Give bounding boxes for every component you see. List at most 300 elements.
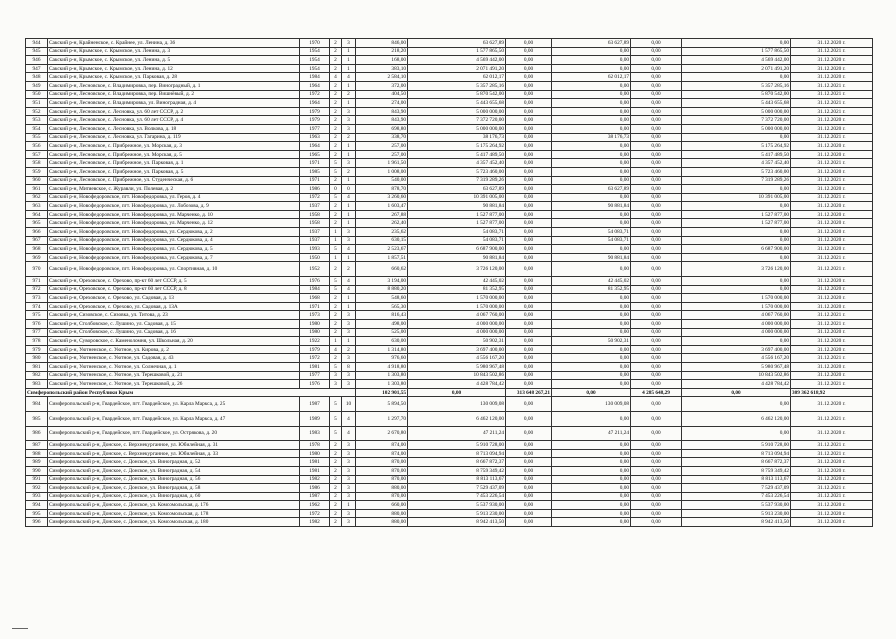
table-row — [26, 228, 873, 237]
table-cell: 955 — [26, 133, 48, 142]
table-cell: 1972 — [300, 354, 330, 363]
table-cell: 0,00 — [506, 320, 552, 329]
table-cell: 0,00 — [631, 328, 682, 337]
table-cell: 5 723 460,00 — [682, 167, 791, 176]
district-total-cost: 313 648 267,21 — [506, 388, 552, 397]
table-cell: 2 — [330, 202, 342, 211]
table-cell: 0,00 — [552, 509, 631, 518]
table-cell: 1 603,47 — [356, 202, 408, 211]
table-row — [26, 475, 873, 484]
table-cell: 980 — [26, 354, 48, 363]
table-cell: 953 — [26, 116, 48, 125]
table-cell: 3 — [342, 124, 356, 133]
table-cell: 1 — [342, 142, 356, 151]
table-cell: 3 — [330, 380, 342, 389]
table-cell: 1954 — [300, 47, 330, 56]
table-cell: 2 — [330, 124, 342, 133]
table-cell: Сакский р-н, Лесновское, с. Прибрежное, ул. Студенческая, д. 6 — [48, 176, 300, 185]
table-cell: 880,00 — [356, 518, 408, 527]
table-cell: 2 — [330, 492, 342, 501]
table-cell: 8 667 872,37 — [408, 458, 506, 467]
table-cell: 2 — [330, 475, 342, 484]
table-cell: 1 577 865,50 — [408, 47, 506, 56]
table-cell: 4 357 452,40 — [408, 159, 506, 168]
table-cell: 2 — [330, 47, 342, 56]
table-cell: 5 417 489,50 — [682, 150, 791, 159]
table-cell: 31.12.2020 г. — [791, 362, 873, 371]
table-cell: 31.12.2021 г. — [791, 176, 873, 185]
table-cell: 1980 — [300, 328, 330, 337]
table-cell: 976 — [26, 320, 48, 329]
table-cell: 3 — [342, 475, 356, 484]
table-cell: Сакский р-н, Лесновское, с. Прибрежное, ул. Парковая, д. 1 — [48, 159, 300, 168]
table-cell: 81 352,95 — [552, 285, 631, 294]
table-cell: 3 — [342, 328, 356, 337]
table-cell: 31.12.2020 г. — [791, 371, 873, 380]
table-cell: 5 357 285,16 — [682, 81, 791, 90]
table-cell: Сакский р-н, Новофедоровское, пгт. Новофедоровка, ул. Марченко, д. 12 — [48, 219, 300, 228]
table-row — [26, 133, 873, 142]
table-cell: 565,30 — [356, 302, 408, 311]
table-cell: Сакский р-н, Новофедоровское, пгт. Новофедоровка, ул. Сердюкова, д. 4 — [48, 236, 300, 245]
table-cell: 3 697 400,00 — [682, 345, 791, 354]
table-cell: 5 913 230,00 — [682, 509, 791, 518]
table-cell: 3 — [342, 107, 356, 116]
table-cell: 31.12.2021 г. — [791, 411, 873, 426]
table-cell: 4 556 167,20 — [682, 354, 791, 363]
table-cell: 0,00 — [552, 219, 631, 228]
table-cell: 3 — [342, 380, 356, 389]
table-cell: 870,00 — [356, 458, 408, 467]
table-cell: 1 — [330, 253, 342, 262]
table-cell: 880,00 — [356, 509, 408, 518]
table-cell: 965 — [26, 219, 48, 228]
table-cell: 31.12.2021 г. — [791, 90, 873, 99]
table-cell: 1977 — [300, 371, 330, 380]
table-cell: 977 — [26, 328, 48, 337]
table-row — [26, 411, 873, 426]
table-cell: 0,00 — [506, 39, 552, 48]
table-cell: 31.12.2020 г. — [791, 426, 873, 441]
table-cell: 1965 — [300, 150, 330, 159]
table-cell: 6 687 900,00 — [408, 245, 506, 254]
table-cell: 5 175 264,92 — [408, 142, 506, 151]
table-cell: 3 — [342, 509, 356, 518]
table-cell: 0,00 — [506, 426, 552, 441]
table-cell: 0,00 — [506, 99, 552, 108]
table-cell: 0,00 — [506, 253, 552, 262]
table-cell: 63 627,89 — [408, 39, 506, 48]
table-cell: 1 — [330, 228, 342, 237]
table-cell: 0,00 — [631, 56, 682, 65]
table-cell: 960 — [26, 176, 48, 185]
table-cell: Сакский р-н, Уютненское, с. Уютное, ул. Кирова, д. 2 — [48, 345, 300, 354]
table-cell: 3 — [342, 371, 356, 380]
table-cell: 1970 — [300, 39, 330, 48]
table-cell: 0,00 — [552, 107, 631, 116]
district-name: Симферопольский район Республики Крым — [26, 388, 356, 397]
table-row — [26, 73, 873, 82]
table-cell: 5 175 264,92 — [682, 142, 791, 151]
table-cell: 548,60 — [356, 294, 408, 303]
table-cell: Сакский р-н, Уютненское, с. Уютное, ул. Солнечная, д. 1 — [48, 362, 300, 371]
table-cell: 5 — [330, 426, 342, 441]
housing-register-table — [25, 38, 873, 527]
table-cell: 1989 — [300, 411, 330, 426]
table-cell: Сакский р-н, Крымское, с. Крымское, ул. Ленина, д. 3 — [48, 47, 300, 56]
table-cell: 31.12.2021 г. — [791, 441, 873, 450]
table-cell: 5 357 285,16 — [408, 81, 506, 90]
table-cell: 0,00 — [506, 202, 552, 211]
table-cell: 54 083,71 — [408, 236, 506, 245]
table-cell: 1964 — [300, 99, 330, 108]
table-cell: 8 880,20 — [356, 285, 408, 294]
table-cell: 1968 — [300, 294, 330, 303]
table-cell: 1986 — [300, 185, 330, 194]
table-cell: 963 — [26, 202, 48, 211]
table-cell: 0,00 — [631, 124, 682, 133]
table-cell: 5 000 000,00 — [682, 107, 791, 116]
table-cell: 7 372 720,00 — [682, 116, 791, 125]
table-cell: 0 — [330, 185, 342, 194]
table-cell: 0,00 — [631, 509, 682, 518]
table-cell: 1954 — [300, 64, 330, 73]
district-total-row — [26, 388, 873, 397]
table-cell: 4 — [342, 73, 356, 82]
table-cell: 4 — [330, 73, 342, 82]
table-cell: 0,00 — [506, 337, 552, 346]
table-cell: 1986 — [300, 484, 330, 493]
table-cell: 2 — [330, 107, 342, 116]
table-cell: 130 009,08 — [552, 397, 631, 412]
table-cell: 0,00 — [506, 176, 552, 185]
table-cell: 990 — [26, 466, 48, 475]
table-cell: 0,00 — [506, 380, 552, 389]
table-cell: 0,00 — [682, 285, 791, 294]
table-cell: 1982 — [300, 475, 330, 484]
table-cell: 10 391 005,00 — [682, 193, 791, 202]
table-cell: 338,70 — [356, 133, 408, 142]
table-cell: 0,00 — [552, 501, 631, 510]
table-cell: 978 — [26, 337, 48, 346]
table-row — [26, 285, 873, 294]
district-area: 102 901,55 — [356, 388, 408, 397]
table-cell: 994 — [26, 501, 48, 510]
table-cell: 0,00 — [506, 441, 552, 450]
table-cell: 4 569 442,00 — [682, 56, 791, 65]
table-cell: 958 — [26, 159, 48, 168]
table-cell: 982 — [26, 371, 48, 380]
district-col13: 309 362 618,92 — [791, 388, 873, 397]
table-cell: 1937 — [300, 228, 330, 237]
table-cell: 4 000 000,00 — [682, 320, 791, 329]
table-cell: 7 529 437,09 — [408, 484, 506, 493]
table-cell: 2 — [330, 484, 342, 493]
table-cell: 4 — [342, 193, 356, 202]
table-cell: Симферопольский р-н, Гвардейское, пгт. Гвардейское, ул. Острякова, д. 20 — [48, 426, 300, 441]
table-cell: 0,00 — [631, 458, 682, 467]
table-cell: 0,00 — [552, 362, 631, 371]
table-cell: 0,00 — [506, 167, 552, 176]
table-row — [26, 142, 873, 151]
table-cell: 10 843 502,86 — [682, 371, 791, 380]
table-cell: 3 — [342, 466, 356, 475]
table-cell: 0,00 — [506, 285, 552, 294]
table-cell: 0,00 — [631, 185, 682, 194]
table-cell: 3 — [342, 228, 356, 237]
table-cell: Сакский р-н, Лесновское, с. Прибрежное, ул. Морская, д. 5 — [48, 150, 300, 159]
table-cell: 0,00 — [552, 124, 631, 133]
table-cell: 0,00 — [631, 397, 682, 412]
table-cell: 7 319 289,26 — [682, 176, 791, 185]
table-row — [26, 39, 873, 48]
table-cell: Сакский р-н, Ореховское, с. Орехово, пр-кт 60 лет СССР, д. 5 — [48, 277, 300, 286]
table-cell: 874,00 — [356, 449, 408, 458]
table-cell: 4 067 760,00 — [682, 311, 791, 320]
table-cell: 630,00 — [356, 337, 408, 346]
table-row — [26, 328, 873, 337]
table-row — [26, 107, 873, 116]
table-row — [26, 176, 873, 185]
table-cell: 8 759 349,42 — [408, 466, 506, 475]
table-cell: Сакский р-н, Крайненское, с. Крайнее, ул. Ленина, д. 36 — [48, 39, 300, 48]
table-cell: 4 569 442,00 — [408, 56, 506, 65]
table-cell: 1937 — [300, 236, 330, 245]
table-cell: 1 008,00 — [356, 167, 408, 176]
table-cell: 972 — [26, 285, 48, 294]
table-cell: 5 980 967,48 — [408, 362, 506, 371]
table-cell: 0,00 — [631, 219, 682, 228]
table-cell: Симферопольский р-н, Донское, с. Верхнекурганное, ул. Юбилейная, д. 33 — [48, 449, 300, 458]
table-cell: 0,00 — [552, 262, 631, 277]
table-cell: 0,00 — [552, 484, 631, 493]
table-cell: 0,00 — [552, 210, 631, 219]
table-cell: 0,00 — [552, 64, 631, 73]
table-cell: Сакский р-н, Лесновское, с. Владимировка, ул. Виноградная, д. 4 — [48, 99, 300, 108]
table-cell: 2 — [330, 176, 342, 185]
table-cell: 2 071 491,20 — [682, 64, 791, 73]
table-cell: 1971 — [300, 159, 330, 168]
table-cell: 5 537 930,00 — [408, 501, 506, 510]
table-cell: 4 067 760,00 — [408, 311, 506, 320]
table-cell: Сакский р-н, Столбовское, с. Лушино, ул. Садовая, д. 16 — [48, 328, 300, 337]
table-cell: Сакский р-н, Уютненское, с. Уютное, ул. Садовая, д. 43 — [48, 354, 300, 363]
table-cell: 0,00 — [506, 492, 552, 501]
table-row — [26, 354, 873, 363]
table-cell: 962 — [26, 193, 48, 202]
table-cell: 0,00 — [631, 484, 682, 493]
table-cell: 0,00 — [552, 47, 631, 56]
table-cell: 0,00 — [506, 56, 552, 65]
table-cell: 0,00 — [631, 228, 682, 237]
table-cell: 949 — [26, 81, 48, 90]
table-cell: 0,00 — [552, 302, 631, 311]
table-cell: 0,00 — [631, 285, 682, 294]
table-cell: 2 — [330, 354, 342, 363]
table-cell: 1972 — [300, 193, 330, 202]
table-cell: 1954 — [300, 56, 330, 65]
table-row — [26, 320, 873, 329]
table-cell: Симферопольский р-н, Гвардейское, пгт. Гвардейское, ул. Карла Маркса, д. 25 — [48, 397, 300, 412]
table-cell: Сакский р-н, Крымское, с. Крымское, ул. Парковая, д. 28 — [48, 73, 300, 82]
table-cell: 2 — [330, 311, 342, 320]
table-cell: 0,00 — [506, 411, 552, 426]
table-cell: 31.12.2021 г. — [791, 449, 873, 458]
table-cell: Симферопольский р-н, Донское, с. Донское, ул. Виноградная, д. 58 — [48, 484, 300, 493]
table-row — [26, 81, 873, 90]
table-cell: 0,00 — [631, 90, 682, 99]
table-cell: 31.12.2020 г. — [791, 345, 873, 354]
table-cell: 0,00 — [552, 193, 631, 202]
table-row — [26, 277, 873, 286]
table-cell: 2 — [330, 302, 342, 311]
table-row — [26, 426, 873, 441]
table-cell: 967 — [26, 236, 48, 245]
table-cell: 1 — [342, 337, 356, 346]
table-cell: 31.12.2021 г. — [791, 354, 873, 363]
table-cell: 8 813 113,67 — [682, 475, 791, 484]
table-row — [26, 236, 873, 245]
table-cell: 0,00 — [552, 176, 631, 185]
table-cell: 0,00 — [631, 47, 682, 56]
table-cell: 1993 — [300, 245, 330, 254]
table-cell: 0,00 — [631, 362, 682, 371]
table-cell: 31.12.2020 г. — [791, 116, 873, 125]
table-cell: 1977 — [300, 124, 330, 133]
table-cell: 5 910 728,00 — [408, 441, 506, 450]
table-cell: 0,00 — [552, 294, 631, 303]
table-cell: 0,00 — [682, 426, 791, 441]
table-cell: 10 391 005,00 — [408, 193, 506, 202]
table-cell: 0,00 — [506, 107, 552, 116]
table-cell: 47 211,24 — [408, 426, 506, 441]
table-cell: 4 556 167,20 — [408, 354, 506, 363]
table-cell: 2 — [330, 133, 342, 142]
table-row — [26, 56, 873, 65]
table-cell: 3 — [342, 311, 356, 320]
table-cell: 31.12.2021 г. — [791, 262, 873, 277]
table-cell: 5 — [330, 167, 342, 176]
table-cell: 31.12.2020 г. — [791, 337, 873, 346]
table-cell: 383,10 — [356, 64, 408, 73]
table-cell: 8 813 113,67 — [408, 475, 506, 484]
table-cell: 2 — [330, 328, 342, 337]
table-cell: Сакский р-н, Митяевское, с. Журавли, ул. Полевая, д. 2 — [48, 185, 300, 194]
table-cell: 0,00 — [631, 116, 682, 125]
table-cell: 3 194,00 — [356, 277, 408, 286]
table-cell: 2 — [330, 466, 342, 475]
table-cell: 843,90 — [356, 107, 408, 116]
table-cell: 870,00 — [356, 466, 408, 475]
table-cell: 81 352,95 — [408, 285, 506, 294]
table-cell: 1 — [342, 64, 356, 73]
table-row — [26, 484, 873, 493]
table-cell: 981 — [26, 362, 48, 371]
table-cell: 0,00 — [552, 90, 631, 99]
table-cell: 0,00 — [631, 354, 682, 363]
page-corner-mark — [12, 628, 28, 629]
table-cell: 1984 — [300, 73, 330, 82]
table-cell: 3 — [342, 518, 356, 527]
table-cell: 31.12.2021 г. — [791, 492, 873, 501]
table-cell: 1987 — [300, 397, 330, 412]
table-cell: 956 — [26, 142, 48, 151]
table-cell: 5 — [330, 159, 342, 168]
table-cell: 0,00 — [631, 245, 682, 254]
table-cell: 0,00 — [552, 371, 631, 380]
table-cell: Сакский р-н, Лесновское, с. Лесновка, ул. 60 лет СССР, д. 2 — [48, 107, 300, 116]
table-cell: 90 881,84 — [552, 202, 631, 211]
table-row — [26, 362, 873, 371]
table-cell: 5 — [330, 397, 342, 412]
table-cell: 2 — [330, 81, 342, 90]
table-cell: 4 — [342, 277, 356, 286]
table-cell: 5 — [330, 285, 342, 294]
table-row — [26, 311, 873, 320]
table-cell: 630,15 — [356, 236, 408, 245]
table-cell: 0,00 — [506, 501, 552, 510]
table-cell: 90 881,84 — [408, 202, 506, 211]
table-cell: 4 — [342, 411, 356, 426]
table-cell: Сакский р-н, Уютненское, с. Уютное, ул. Терешковой, д. 26 — [48, 380, 300, 389]
table-cell: 5 870 542,00 — [682, 90, 791, 99]
table-cell: 976,60 — [356, 354, 408, 363]
table-cell: 0,00 — [631, 311, 682, 320]
table-row — [26, 124, 873, 133]
table-cell: 8 — [342, 362, 356, 371]
table-cell: 1980 — [300, 449, 330, 458]
table-cell: 5 417 489,50 — [408, 150, 506, 159]
table-cell: 3 — [342, 236, 356, 245]
table-cell: 0,00 — [552, 311, 631, 320]
table-cell: 0,00 — [506, 193, 552, 202]
table-cell: 31.12.2020 г. — [791, 397, 873, 412]
table-cell: 0,00 — [631, 466, 682, 475]
table-cell: 31.12.2021 г. — [791, 253, 873, 262]
table-cell: 130 009,08 — [408, 397, 506, 412]
table-cell: 1958 — [300, 210, 330, 219]
table-cell: 0,00 — [506, 354, 552, 363]
table-cell: 1937 — [300, 202, 330, 211]
table-cell: 4 000 000,00 — [408, 320, 506, 329]
table-cell: 7 319 289,26 — [408, 176, 506, 185]
table-row — [26, 518, 873, 527]
table-cell: 168,00 — [356, 56, 408, 65]
table-cell: 0,00 — [552, 345, 631, 354]
table-cell: 5 910 728,00 — [682, 441, 791, 450]
table-cell: 2 — [330, 142, 342, 151]
table-cell: 0,00 — [552, 328, 631, 337]
table-cell: 1 961,50 — [356, 159, 408, 168]
table-cell: 3 726 120,00 — [682, 262, 791, 277]
table-row — [26, 47, 873, 56]
table-cell: 31.12.2020 г. — [791, 501, 873, 510]
table-cell: 0 — [342, 185, 356, 194]
table-cell: Сакский р-н, Лесновское, с. Прибрежное, ул. Парковая, д. 5 — [48, 167, 300, 176]
table-cell: 2 — [330, 99, 342, 108]
table-cell: Сакский р-н, Новофедоровское, пгт. Новофедоровка, ул. Марченко, д. 10 — [48, 210, 300, 219]
table-cell: 10 843 502,86 — [408, 371, 506, 380]
table-cell: 0,00 — [631, 99, 682, 108]
table-cell: 0,00 — [506, 277, 552, 286]
table-cell: Сакский р-н, Крымское, с. Крымское, ул. Ленина, д. 5 — [48, 56, 300, 65]
table-cell: 8 667 872,37 — [682, 458, 791, 467]
table-cell: 0,00 — [631, 262, 682, 277]
table-cell: 31.12.2020 г. — [791, 236, 873, 245]
table-cell: 0,00 — [631, 150, 682, 159]
table-cell: 0,00 — [506, 159, 552, 168]
table-cell: 0,00 — [506, 47, 552, 56]
